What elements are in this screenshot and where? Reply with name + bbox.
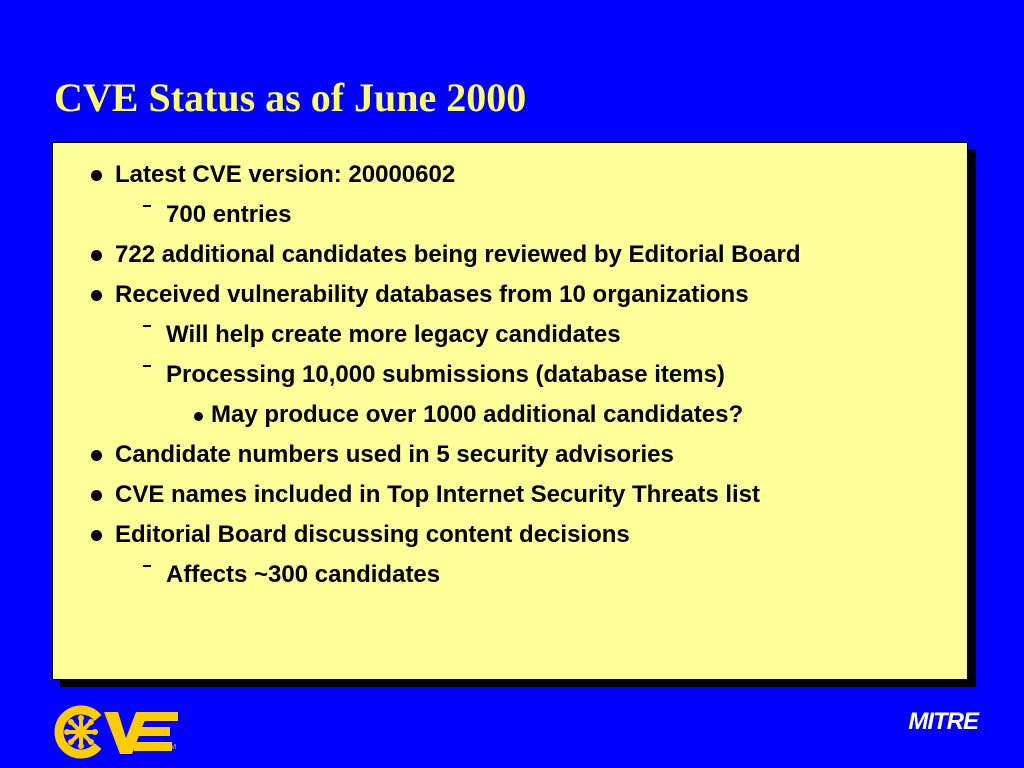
round-bullet-icon: [91, 450, 102, 461]
round-bullet-icon: [91, 530, 102, 541]
bullet-text: 722 additional candidates being reviewed by Editorial Board: [115, 241, 801, 268]
bullet-item: [53, 475, 967, 515]
bullet-text: Will help create more legacy candidates: [166, 321, 621, 348]
bullet-text: Affects ~300 candidates: [166, 561, 441, 588]
dash-bullet-icon: [143, 565, 151, 567]
bullet-text: CVE names included in Top Internet Security Threats list: [115, 481, 761, 508]
round-bullet-icon: [91, 170, 102, 181]
dash-bullet-icon: [143, 205, 151, 207]
bullet-item: [53, 435, 967, 475]
small-round-bullet-icon: [194, 412, 203, 421]
bullet-item: [53, 315, 967, 355]
dash-bullet-icon: [143, 325, 151, 327]
slide-title: CVE Status as of June 2000: [54, 75, 527, 120]
bullet-item: [53, 555, 967, 595]
content-panel: [52, 142, 968, 680]
bullet-item: [53, 275, 967, 315]
bullet-item: [53, 235, 967, 275]
bullet-text: Candidate numbers used in 5 security advisories: [115, 441, 674, 468]
bullet-text: 700 entries: [166, 201, 292, 228]
bullet-text: Processing 10,000 submissions (database items): [166, 361, 725, 388]
bullet-text: May produce over 1000 additional candidates?: [211, 401, 744, 428]
bullet-item: [53, 395, 967, 435]
round-bullet-icon: [91, 490, 102, 501]
bullet-text: Latest CVE version: 20000602: [115, 161, 456, 188]
bullet-item: [53, 195, 967, 235]
bullet-item: [53, 155, 967, 195]
bullet-item: [53, 515, 967, 555]
bullet-item: [53, 355, 967, 395]
bullet-text: Editorial Board discussing content decisions: [115, 521, 630, 548]
cve-logo-icon: [54, 704, 184, 760]
dash-bullet-icon: [143, 365, 151, 367]
mitre-logo: MITRE: [908, 708, 978, 735]
trademark-mark: TM: [166, 744, 177, 751]
round-bullet-icon: [91, 250, 102, 261]
bullet-text: Received vulnerability databases from 10 organizations: [115, 281, 749, 308]
round-bullet-icon: [91, 290, 102, 301]
